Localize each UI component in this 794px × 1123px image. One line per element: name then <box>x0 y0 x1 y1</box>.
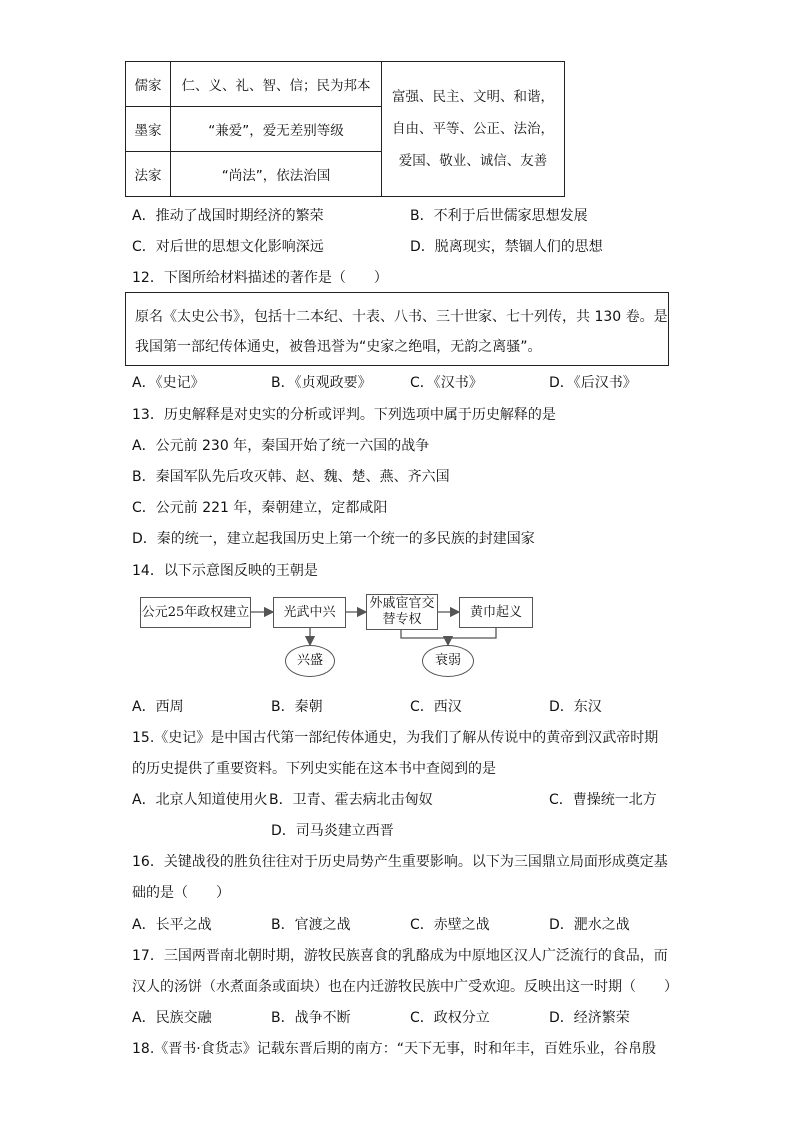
q14-option-d[interactable]: D．东汉 <box>549 699 602 715</box>
idea-cell: “尚法”，依法治国 <box>171 152 382 197</box>
q17-option-b[interactable]: B．战争不断 <box>271 1010 351 1026</box>
q15-option-a[interactable]: A．北京人知道使用火 <box>132 792 268 808</box>
school-cell: 儒家 <box>126 62 171 107</box>
q16-stem-line: 础的是（ ） <box>132 885 230 901</box>
q14-stem: 14．以下示意图反映的王朝是 <box>132 563 318 579</box>
q18-stem-line: 18.《晋书·食货志》记载东晋后期的南方：“天下无事，时和年丰，百姓乐业，谷帛殷 <box>132 1041 656 1057</box>
school-cell: 法家 <box>126 152 171 197</box>
q17-stem-line: 17．三国两晋南北朝时期，游牧民族喜食的乳酪成为中原地区汉人广泛流行的食品，而 <box>132 948 668 964</box>
flow-box-label: 替专权 <box>382 612 422 627</box>
flow-oval-label: 衰弱 <box>434 653 461 668</box>
flow-box-label: 光武中兴 <box>283 605 336 620</box>
q11-option-a[interactable]: A．推动了战国时期经济的繁荣 <box>132 208 324 224</box>
q13-option-b[interactable]: B．秦国军队先后攻灭韩、赵、魏、楚、燕、齐六国 <box>132 469 450 485</box>
q15-stem-line: 的历史提供了重要资料。下列史实能在这本书中查阅到的是 <box>132 761 496 777</box>
core-values-line: 富强、民主、文明、和谐， <box>392 89 554 105</box>
q15-option-c[interactable]: C．曹操统一北方 <box>549 792 657 808</box>
q11-option-c[interactable]: C．对后世的思想文化影响深远 <box>132 239 324 255</box>
q14-option-a[interactable]: A．西周 <box>132 699 184 715</box>
core-values-line: 爱国、敬业、诚信、友善 <box>398 153 548 169</box>
q17-option-a[interactable]: A．民族交融 <box>132 1010 212 1026</box>
q14-option-c[interactable]: C．西汉 <box>410 699 462 715</box>
q16-option-d[interactable]: D．淝水之战 <box>549 917 630 933</box>
q14-option-b[interactable]: B．秦朝 <box>271 699 323 715</box>
flow-box-revival <box>273 597 346 628</box>
q13-option-d[interactable]: D．秦的统一，建立起我国历史上第一个统一的多民族的封建国家 <box>132 531 535 547</box>
q12-option-b[interactable]: B．《贞观政要》 <box>271 375 372 391</box>
q11-option-b[interactable]: B．不利于后世儒家思想发展 <box>410 208 588 224</box>
flow-box-founding <box>140 597 251 628</box>
flow-box-power-struggle <box>366 594 438 630</box>
q12-option-c[interactable]: C．《汉书》 <box>410 375 483 391</box>
q17-option-d[interactable]: D．经济繁荣 <box>549 1010 630 1026</box>
q12-material-line: 我国第一部纪传体通史，被鲁迅誉为“史家之绝唱，无韵之离骚”。 <box>135 339 542 355</box>
q16-option-b[interactable]: B．官渡之战 <box>271 917 351 933</box>
idea-cell: 仁、义、礼、智、信；民为邦本 <box>171 62 382 107</box>
flow-box-uprising <box>459 597 533 628</box>
q13-option-a[interactable]: A．公元前 230 年，秦国开始了统一六国的战争 <box>132 438 430 454</box>
q12-option-d[interactable]: D．《后汉书》 <box>549 375 637 391</box>
flow-box-label: 公元25年政权建立 <box>141 605 250 620</box>
q12-stem: 12．下图所给材料描述的著作是（ ） <box>132 270 388 286</box>
core-values-line: 自由、平等、公正、法治， <box>392 121 554 137</box>
q17-option-c[interactable]: C．政权分立 <box>410 1010 490 1026</box>
q12-option-a[interactable]: A．《史记》 <box>132 375 205 391</box>
q12-material-line: 原名《太史公书》，包括十二本纪、十表、八书、三十世家、七十列传，共 130 卷。是 <box>135 309 668 325</box>
q13-stem: 13．历史解释是对史实的分析或评判。下列选项中属于历史解释的是 <box>132 407 556 423</box>
q11-option-d[interactable]: D．脱离现实，禁锢人们的思想 <box>410 239 603 255</box>
q15-option-d[interactable]: D．司马炎建立西晋 <box>271 823 394 839</box>
q15-option-b[interactable]: B．卫青、霍去病北击匈奴 <box>269 792 433 808</box>
flow-oval-label: 兴盛 <box>296 653 323 668</box>
flow-oval-decline <box>422 645 474 677</box>
flow-box-label: 外戚宦官交 <box>369 596 435 611</box>
school-cell: 墨家 <box>126 107 171 152</box>
q17-stem-line: 汉人的汤饼（水煮面条或面块）也在内迁游牧民族中广受欢迎。反映出这一时期（ ） <box>132 979 678 995</box>
q15-stem-line: 15.《史记》是中国古代第一部纪传体通史，为我们了解从传说中的黄帝到汉武帝时期 <box>132 730 659 746</box>
q16-stem-line: 16．关键战役的胜负往往对于历史局势产生重要影响。以下为三国鼎立局面形成奠定基 <box>132 854 668 870</box>
q16-option-a[interactable]: A．长平之战 <box>132 917 212 933</box>
flow-oval-prosperity <box>285 645 335 677</box>
q16-option-c[interactable]: C．赤壁之战 <box>410 917 490 933</box>
idea-cell: “兼爱”，爱无差别等级 <box>171 107 382 152</box>
q13-option-c[interactable]: C．公元前 221 年，秦朝建立，定都咸阳 <box>132 500 388 516</box>
flow-box-label: 黄巾起义 <box>469 605 522 620</box>
